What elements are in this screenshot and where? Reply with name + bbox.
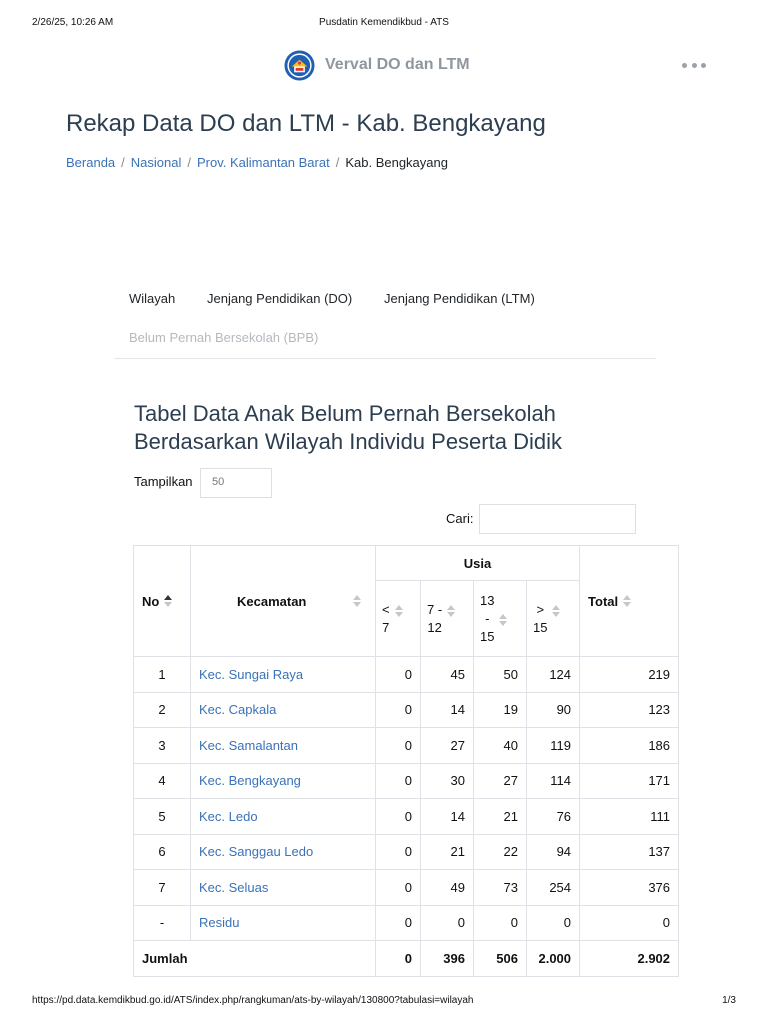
cell-total: 376: [580, 870, 679, 906]
column-header-kecamatan[interactable]: Kecamatan: [191, 546, 376, 657]
cell-sum-under-7: 0: [376, 941, 421, 977]
cell-total: 171: [580, 763, 679, 799]
cell-total: 186: [580, 728, 679, 764]
section-title: Tabel Data Anak Belum Pernah Bersekolah Berdasarkan Wilayah Individu Peserta Didik: [134, 401, 562, 454]
table-row: [134, 763, 679, 799]
table-row: [134, 692, 679, 728]
column-header-total[interactable]: Total: [580, 546, 679, 657]
cell-age-under-7: 0: [376, 834, 421, 870]
print-page-number: 1/3: [722, 995, 736, 1006]
cell-kecamatan: [191, 692, 376, 728]
cell-no: 7: [134, 870, 191, 906]
breadcrumb-current: Kab. Bengkayang: [345, 155, 448, 170]
search-label: Cari:: [446, 511, 474, 526]
print-header: [0, 17, 768, 31]
tut-wuri-handayani-logo: [284, 50, 315, 81]
cell-jumlah-label: Jumlah: [134, 941, 376, 977]
sort-asc-icon: [164, 595, 172, 607]
cell-age-13-15: 27: [474, 763, 527, 799]
column-header-age-over-15[interactable]: > 15: [527, 581, 580, 657]
kecamatan-link[interactable]: Residu: [199, 915, 240, 931]
cell-age-over-15: 94: [527, 834, 580, 870]
sort-icon: [623, 595, 631, 607]
table-row: [134, 870, 679, 906]
cell-age-under-7: 0: [376, 870, 421, 906]
cell-total: 111: [580, 799, 679, 835]
cell-total: 137: [580, 834, 679, 870]
cell-age-13-15: 21: [474, 799, 527, 835]
data-table: [133, 545, 679, 977]
kecamatan-link[interactable]: Kec. Sanggau Ledo: [199, 844, 314, 860]
cell-age-over-15: 114: [527, 763, 580, 799]
print-datetime: 2/26/25, 10:26 AM: [32, 17, 114, 28]
tab-jenjang-do[interactable]: Jenjang Pendidikan (DO): [207, 291, 353, 306]
table-row: [134, 657, 679, 693]
cell-sum-13-15: 506: [474, 941, 527, 977]
show-entries-select[interactable]: 50: [200, 468, 272, 498]
column-header-no[interactable]: No: [134, 546, 191, 657]
cell-age-under-7: 0: [376, 692, 421, 728]
table-row: [134, 728, 679, 764]
show-entries-label: Tampilkan: [134, 474, 193, 489]
column-header-age-13-15[interactable]: 13 - 15: [474, 581, 527, 657]
breadcrumb-separator: /: [121, 155, 125, 170]
cell-total: 123: [580, 692, 679, 728]
cell-kecamatan: [191, 905, 376, 941]
kecamatan-link[interactable]: Kec. Ledo: [199, 808, 258, 824]
sort-icon: [499, 614, 507, 626]
breadcrumb-separator: /: [335, 155, 340, 170]
cell-age-7-12: 14: [421, 799, 474, 835]
cell-no: -: [134, 905, 191, 941]
cell-total: 219: [580, 657, 679, 693]
navbar: [0, 45, 768, 85]
cell-kecamatan: [191, 657, 376, 693]
cell-age-under-7: 0: [376, 905, 421, 941]
breadcrumb-beranda[interactable]: Beranda: [66, 155, 116, 170]
print-footer: [0, 995, 768, 1009]
tab-jenjang-ltm[interactable]: Jenjang Pendidikan (LTM): [384, 291, 535, 306]
cell-age-over-15: 254: [527, 870, 580, 906]
cell-kecamatan: [191, 834, 376, 870]
cell-age-over-15: 90: [527, 692, 580, 728]
cell-no: 4: [134, 763, 191, 799]
cell-age-7-12: 30: [421, 763, 474, 799]
tab-bar: [114, 280, 656, 359]
cell-age-7-12: 14: [421, 692, 474, 728]
page-title: Rekap Data DO dan LTM - Kab. Bengkayang: [66, 110, 546, 137]
breadcrumb-nasional[interactable]: Nasional: [130, 155, 182, 170]
cell-sum-7-12: 396: [421, 941, 474, 977]
cell-kecamatan: [191, 799, 376, 835]
cell-age-under-7: 0: [376, 763, 421, 799]
cell-age-13-15: 73: [474, 870, 527, 906]
breadcrumb-separator: /: [187, 155, 191, 170]
more-horizontal-icon[interactable]: [682, 55, 706, 75]
cell-age-over-15: 0: [527, 905, 580, 941]
search-input[interactable]: [479, 504, 636, 534]
kecamatan-link[interactable]: Kec. Capkala: [199, 702, 277, 718]
cell-sum-total: 2.902: [580, 941, 679, 977]
cell-no: 3: [134, 728, 191, 764]
cell-kecamatan: [191, 870, 376, 906]
cell-age-under-7: 0: [376, 728, 421, 764]
cell-age-over-15: 119: [527, 728, 580, 764]
cell-total: 0: [580, 905, 679, 941]
kecamatan-link[interactable]: Kec. Seluas: [199, 879, 269, 895]
cell-age-over-15: 124: [527, 657, 580, 693]
column-group-usia: Usia: [376, 546, 580, 581]
cell-age-13-15: 0: [474, 905, 527, 941]
sort-icon: [552, 605, 560, 617]
cell-age-7-12: 0: [421, 905, 474, 941]
brand-title: Verval DO dan LTM: [325, 56, 470, 73]
column-header-age-under-7[interactable]: < 7: [376, 581, 421, 657]
cell-age-7-12: 27: [421, 728, 474, 764]
cell-age-13-15: 22: [474, 834, 527, 870]
sort-icon: [395, 605, 403, 617]
cell-no: 6: [134, 834, 191, 870]
cell-age-7-12: 45: [421, 657, 474, 693]
table-row: [134, 905, 679, 941]
breadcrumb: [66, 155, 448, 170]
kecamatan-link[interactable]: Kec. Bengkayang: [199, 773, 301, 789]
cell-age-13-15: 19: [474, 692, 527, 728]
breadcrumb-provinsi[interactable]: Prov. Kalimantan Barat: [197, 155, 330, 170]
cell-no: 2: [134, 692, 191, 728]
cell-sum-over-15: 2.000: [527, 941, 580, 977]
cell-kecamatan: [191, 763, 376, 799]
brand-link[interactable]: [284, 49, 470, 81]
kecamatan-link[interactable]: Kec. Sungai Raya: [199, 666, 304, 682]
table-footer-row: [134, 941, 679, 977]
column-header-age-7-12[interactable]: 7 - 12: [421, 581, 474, 657]
cell-no: 5: [134, 799, 191, 835]
sort-icon: [447, 605, 455, 617]
table-row: [134, 799, 679, 835]
tab-bpb[interactable]: Belum Pernah Bersekolah (BPB): [129, 330, 319, 345]
cell-age-under-7: 0: [376, 657, 421, 693]
table-row: [134, 834, 679, 870]
sort-icon: [353, 595, 361, 607]
print-url: https://pd.data.kemdikbud.go.id/ATS/index.php/rangkuman/ats-by-wilayah/130800?tabulasi=wilayah: [32, 995, 474, 1006]
cell-age-13-15: 50: [474, 657, 527, 693]
cell-age-over-15: 76: [527, 799, 580, 835]
tab-wilayah[interactable]: Wilayah: [129, 291, 176, 306]
print-page-title: Pusdatin Kemendikbud - ATS: [319, 17, 449, 28]
cell-no: 1: [134, 657, 191, 693]
cell-age-7-12: 49: [421, 870, 474, 906]
cell-age-7-12: 21: [421, 834, 474, 870]
cell-age-under-7: 0: [376, 799, 421, 835]
cell-kecamatan: [191, 728, 376, 764]
kecamatan-link[interactable]: Kec. Samalantan: [199, 737, 299, 753]
cell-age-13-15: 40: [474, 728, 527, 764]
data-table-container: [133, 545, 671, 978]
